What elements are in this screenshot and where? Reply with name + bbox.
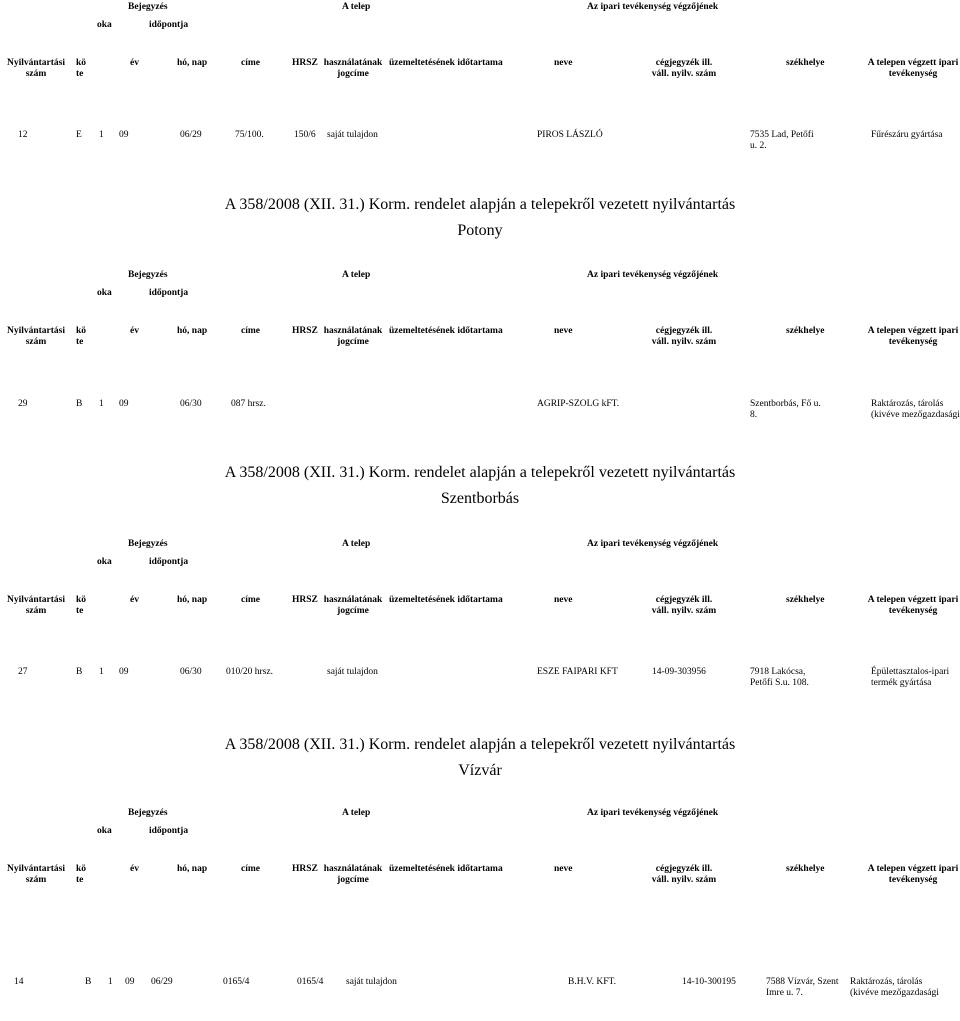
header-neve: neve	[554, 595, 573, 605]
record-kote: E	[76, 130, 82, 140]
header-szekhelye: székhelye	[786, 595, 825, 605]
header-hasznalat: használatának jogcíme	[323, 595, 383, 616]
record-szam: 29	[18, 399, 28, 409]
header-hrsz: HRSZ	[292, 864, 318, 874]
header-honap: hó, nap	[177, 326, 208, 336]
record-one: 1	[99, 130, 104, 140]
record-neve: B.H.V. KFT.	[568, 977, 616, 987]
header-cegjegyzek: cégjegyzék ill. váll. nyilv. szám	[651, 595, 717, 616]
header-oka: oka	[97, 557, 112, 567]
header-bejegyzes: Bejegyzés	[128, 539, 168, 549]
header-kote: kö te	[76, 595, 87, 616]
header-nyilv: Nyilvántartási szám	[6, 326, 66, 347]
header-nyilv: Nyilvántartási szám	[6, 595, 66, 616]
section-title: A 358/2008 (XII. 31.) Korm. rendelet alapján a telepekről vezetett nyilvántartás	[224, 464, 736, 481]
record-honap: 06/29	[180, 130, 202, 140]
header-ev: év	[130, 864, 139, 874]
header-cegjegyzek: cégjegyzék ill. váll. nyilv. szám	[651, 58, 717, 79]
header-neve: neve	[554, 864, 573, 874]
header-hrsz: HRSZ	[292, 595, 318, 605]
header-idopontja: időpontja	[149, 20, 189, 30]
header-vegzett: A telepen végzett ipari tevékenység	[867, 595, 959, 616]
header-nyilv: Nyilvántartási szám	[6, 58, 66, 79]
record-honap: 06/30	[180, 667, 202, 677]
header-nyilv: Nyilvántartási szám	[6, 864, 66, 885]
section-title: A 358/2008 (XII. 31.) Korm. rendelet alapján a telepekről vezetett nyilvántartás	[224, 196, 736, 213]
header-oka: oka	[97, 288, 112, 298]
header-vegzett: A telepen végzett ipari tevékenység	[867, 326, 959, 347]
record-ceg: 14-09-303956	[652, 667, 706, 677]
header-honap: hó, nap	[177, 595, 208, 605]
record-szekhely: 7918 Lakócsa, Petőfi S.u. 108.	[750, 667, 809, 688]
record-neve: PIROS LÁSZLÓ	[537, 130, 603, 140]
record-honap: 06/30	[180, 399, 202, 409]
record-szekhely: Szentborbás, Fő u. 8.	[750, 399, 821, 420]
section-0	[0, 0, 960, 150]
header-hasznalat: használatának jogcíme	[323, 864, 383, 885]
header-neve: neve	[554, 326, 573, 336]
header-cime: címe	[241, 326, 260, 336]
header-ipari: Az ipari tevékenység végzőjének	[587, 270, 719, 280]
header-ipari: Az ipari tevékenység végzőjének	[587, 539, 719, 549]
header-ipari: Az ipari tevékenység végzőjének	[587, 808, 719, 818]
header-szekhelye: székhelye	[786, 864, 825, 874]
header-oka: oka	[97, 20, 112, 30]
record-ev: 09	[119, 667, 129, 677]
header-cime: címe	[241, 58, 260, 68]
section-place: Vízvár	[458, 762, 502, 779]
header-ev: év	[130, 58, 139, 68]
record-kote: B	[76, 399, 83, 409]
header-cegjegyzek: cégjegyzék ill. váll. nyilv. szám	[651, 326, 717, 347]
record-ceg: 14-10-300195	[682, 977, 736, 987]
record-one: 1	[99, 399, 104, 409]
header-telep: A telep	[342, 539, 371, 549]
section-potony	[0, 196, 960, 436]
header-hrsz: HRSZ	[292, 326, 318, 336]
header-uzemeltetes: üzemeltetésének időtartama	[389, 864, 503, 874]
header-ev: év	[130, 326, 139, 336]
record-one: 1	[99, 667, 104, 677]
record-szekhely: 7588 Vízvár, Szent Imre u. 7.	[766, 977, 839, 998]
header-cegjegyzek: cégjegyzék ill. váll. nyilv. szám	[651, 864, 717, 885]
header-telep: A telep	[342, 270, 371, 280]
record-cime: 010/20 hrsz.	[226, 667, 273, 677]
header-uzemeltetes: üzemeltetésének időtartama	[389, 58, 503, 68]
header-szekhelye: székhelye	[786, 326, 825, 336]
header-cime: címe	[241, 595, 260, 605]
record-szam: 14	[14, 977, 24, 987]
record-cime: 75/100.	[235, 130, 264, 140]
record-tevekenyseg: Fűrészáru gyártása	[871, 130, 943, 140]
record-kote: B	[76, 667, 83, 677]
header-hrsz: HRSZ	[292, 58, 318, 68]
record-neve: ESZE FAIPARI KFT	[537, 667, 618, 677]
record-szekhely: 7535 Lad, Petőfi u. 2.	[750, 130, 814, 151]
section-szentborbas	[0, 464, 960, 704]
header-bejegyzes: Bejegyzés	[128, 270, 168, 280]
header-kote: kö te	[76, 58, 87, 79]
header-bejegyzes: Bejegyzés	[128, 2, 168, 12]
header-idopontja: időpontja	[149, 288, 189, 298]
record-ev: 09	[119, 130, 129, 140]
header-ev: év	[130, 595, 139, 605]
header-kote: kö te	[76, 326, 87, 347]
record-cime: 087 hrsz.	[231, 399, 266, 409]
record-one: 1	[108, 977, 113, 987]
record-jogcim: saját tulajdon	[346, 977, 397, 987]
header-telep: A telep	[342, 808, 371, 818]
header-idopontja: időpontja	[149, 557, 189, 567]
record-ev: 09	[119, 399, 129, 409]
record-tevekenyseg: Raktározás, tárolás (kivéve mezőgazdasági	[850, 977, 939, 998]
record-hrsz: 150/6	[294, 130, 316, 140]
record-jogcim: saját tulajdon	[327, 667, 378, 677]
header-szekhelye: székhelye	[786, 58, 825, 68]
header-neve: neve	[554, 58, 573, 68]
record-jogcim: saját tulajdon	[327, 130, 378, 140]
record-tevekenyseg: Épülettasztalos-ipari termék gyártása	[871, 667, 950, 688]
record-neve: AGRIP-SZOLG kFT.	[537, 399, 620, 409]
record-ev: 09	[125, 977, 135, 987]
header-cime: címe	[241, 864, 260, 874]
section-title: A 358/2008 (XII. 31.) Korm. rendelet alapján a telepekről vezetett nyilvántartás	[224, 736, 736, 753]
record-cime: 0165/4	[223, 977, 250, 987]
header-ipari: Az ipari tevékenység végzőjének	[587, 2, 719, 12]
header-oka: oka	[97, 826, 112, 836]
header-bejegyzes: Bejegyzés	[128, 808, 168, 818]
header-uzemeltetes: üzemeltetésének időtartama	[389, 326, 503, 336]
record-honap: 06/29	[151, 977, 173, 987]
header-idopontja: időpontja	[149, 826, 189, 836]
section-place: Potony	[457, 222, 503, 239]
record-szam: 27	[18, 667, 28, 677]
record-tevekenyseg: Raktározás, tárolás (kivéve mezőgazdasági	[871, 399, 960, 420]
header-telep: A telep	[342, 2, 371, 12]
record-szam: 12	[18, 130, 28, 140]
header-vegzett: A telepen végzett ipari tevékenység	[867, 864, 959, 885]
record-hrsz: 0165/4	[297, 977, 324, 987]
header-vegzett: A telepen végzett ipari tevékenység	[867, 58, 959, 79]
header-hasznalat: használatának jogcíme	[323, 326, 383, 347]
header-kote: kö te	[76, 864, 87, 885]
section-place: Szentborbás	[440, 490, 520, 507]
section-vizvar	[0, 736, 960, 1021]
header-hasznalat: használatának jogcíme	[323, 58, 383, 79]
header-uzemeltetes: üzemeltetésének időtartama	[389, 595, 503, 605]
header-honap: hó, nap	[177, 864, 208, 874]
record-kote: B	[85, 977, 92, 987]
header-honap: hó, nap	[177, 58, 208, 68]
